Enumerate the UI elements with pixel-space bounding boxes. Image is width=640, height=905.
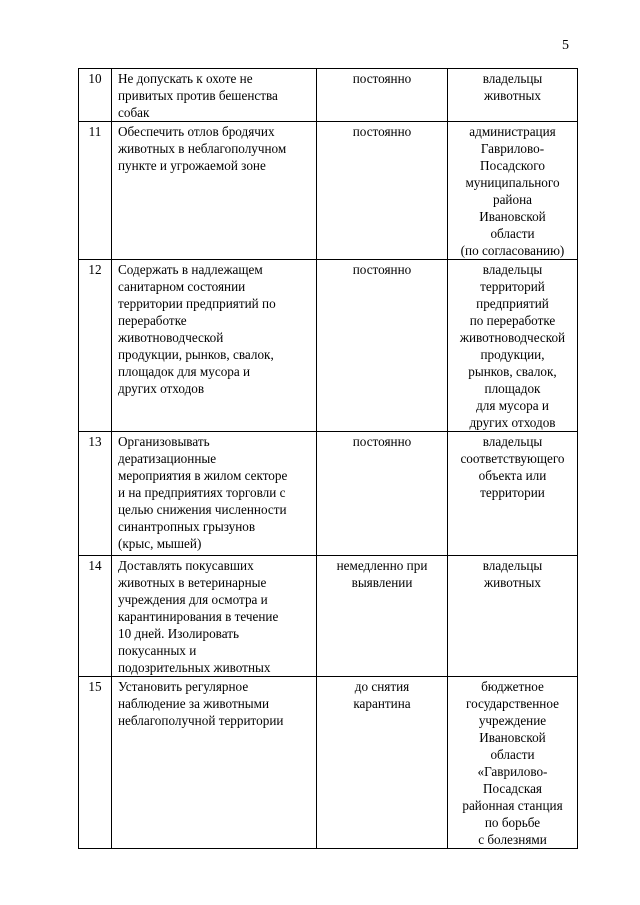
action-cell-line: Не допускать к охоте не xyxy=(118,71,253,86)
action-cell-line: синантропных грызунов xyxy=(118,519,256,534)
term-cell-line: постоянно xyxy=(352,262,412,277)
responsible-cell-line: по переработке xyxy=(469,313,556,328)
responsible-cell-line: районная станция xyxy=(462,798,563,813)
responsible-cell-line: продукции, xyxy=(480,347,545,362)
responsible-cell xyxy=(448,122,578,260)
action-cell-line: привитых против бешенства xyxy=(118,88,278,103)
term-cell-line: до снятия xyxy=(354,679,410,694)
action-cell-line: животных в ветеринарные xyxy=(118,575,267,590)
action-cell-line: животноводческой xyxy=(118,330,224,345)
responsible-cell-line: владельцы xyxy=(482,434,543,449)
term-cell-line: постоянно xyxy=(352,434,412,449)
action-cell-line: пункте и угрожаемой зоне xyxy=(118,158,266,173)
responsible-cell-line: владельцы xyxy=(482,71,543,86)
action-cell-line: карантинирования в течение xyxy=(118,609,279,624)
responsible-cell xyxy=(448,432,578,556)
term-cell xyxy=(317,69,448,122)
responsible-cell-line: администрация xyxy=(469,124,556,139)
responsible-cell-line: Гаврилово- xyxy=(480,141,545,156)
action-cell-line: продукции, рынков, свалок, xyxy=(118,347,274,362)
action-cell-line: Содержать в надлежащем xyxy=(118,262,263,277)
action-cell-line: мероприятия в жилом секторе xyxy=(118,468,288,483)
row-number-cell: 11 xyxy=(79,122,112,260)
row-number-cell: 13 xyxy=(79,432,112,556)
term-cell-line: немедленно при xyxy=(336,558,428,573)
responsible-cell xyxy=(448,260,578,432)
table-row xyxy=(79,69,578,122)
action-cell-line: Установить регулярное xyxy=(118,679,249,694)
action-cell-line: территории предприятий по xyxy=(118,296,276,311)
responsible-cell-line: объекта или xyxy=(478,468,547,483)
responsible-cell-line: территории xyxy=(480,485,545,500)
responsible-cell xyxy=(448,69,578,122)
action-cell-line: (крыс, мышей) xyxy=(118,536,202,551)
responsible-cell-line: животных xyxy=(484,575,541,590)
action-cell-line: наблюдение за животными xyxy=(118,696,270,711)
term-cell-line: постоянно xyxy=(352,71,412,86)
responsible-cell-line: других отходов xyxy=(469,415,556,430)
action-cell-line: покусанных и xyxy=(118,643,197,658)
term-cell xyxy=(317,260,448,432)
action-cell-line: собак xyxy=(118,105,150,120)
responsible-cell-line: Ивановской xyxy=(479,209,546,224)
action-cell xyxy=(112,677,317,849)
responsible-cell-line: бюджетное xyxy=(481,679,544,694)
responsible-cell xyxy=(448,556,578,677)
action-cell-line: других отходов xyxy=(118,381,205,396)
responsible-cell-line: предприятий xyxy=(476,296,549,311)
responsible-cell xyxy=(448,677,578,849)
responsible-cell-line: области xyxy=(490,747,535,762)
action-cell-line: Доставлять покусавших xyxy=(118,558,254,573)
action-cell xyxy=(112,260,317,432)
responsible-cell-line: учреждение xyxy=(478,713,547,728)
page-number: 5 xyxy=(562,38,569,53)
action-cell-line: 10 дней. Изолировать xyxy=(118,626,239,641)
action-cell-line: учреждения для осмотра и xyxy=(118,592,268,607)
row-number-cell: 15 xyxy=(79,677,112,849)
measures-table xyxy=(78,68,578,849)
action-cell xyxy=(112,556,317,677)
responsible-cell-line: Посадского xyxy=(480,158,545,173)
action-cell-line: переработке xyxy=(118,313,187,328)
responsible-cell-line: животноводческой xyxy=(459,330,566,345)
action-cell-line: дератизационные xyxy=(118,451,217,466)
term-cell xyxy=(317,677,448,849)
table-row xyxy=(79,677,578,849)
row-number-cell: 14 xyxy=(79,556,112,677)
responsible-cell-line: района xyxy=(492,192,532,207)
action-cell-line: санитарном состоянии xyxy=(118,279,246,294)
action-cell-line: и на предприятиях торговли с xyxy=(118,485,286,500)
responsible-cell-line: рынков, свалок, xyxy=(468,364,557,379)
term-cell-line: постоянно xyxy=(352,124,412,139)
term-cell xyxy=(317,556,448,677)
action-cell-line: Обеспечить отлов бродячих xyxy=(118,124,275,139)
row-number-cell: 10 xyxy=(79,69,112,122)
responsible-cell-line: (по согласованию) xyxy=(460,243,565,258)
action-cell xyxy=(112,69,317,122)
term-cell xyxy=(317,432,448,556)
responsible-cell-line: для мусора и xyxy=(476,398,549,413)
term-cell xyxy=(317,122,448,260)
table-row xyxy=(79,556,578,677)
action-cell xyxy=(112,122,317,260)
responsible-cell-line: «Гаврилово- xyxy=(477,764,548,779)
row-number-cell: 12 xyxy=(79,260,112,432)
action-cell-line: целью снижения численности xyxy=(118,502,287,517)
action-cell-line: Организовывать xyxy=(118,434,210,449)
action-cell-line: подозрительных животных xyxy=(118,660,271,675)
action-cell-line: животных в неблагополучном xyxy=(118,141,287,156)
responsible-cell-line: с болезнями xyxy=(478,832,547,847)
responsible-cell-line: площадок xyxy=(484,381,541,396)
action-cell xyxy=(112,432,317,556)
responsible-cell-line: территорий xyxy=(480,279,545,294)
term-cell-line: выявлении xyxy=(351,575,413,590)
table-row xyxy=(79,260,578,432)
responsible-cell-line: по борьбе xyxy=(484,815,541,830)
table-row xyxy=(79,122,578,260)
responsible-cell-line: Ивановской xyxy=(479,730,546,745)
term-cell-line: карантина xyxy=(353,696,411,711)
responsible-cell-line: Посадская xyxy=(482,781,542,796)
responsible-cell-line: государственное xyxy=(466,696,559,711)
responsible-cell-line: владельцы xyxy=(482,262,543,277)
responsible-cell-line: области xyxy=(490,226,535,241)
table-row xyxy=(79,432,578,556)
responsible-cell-line: муниципального xyxy=(465,175,560,190)
responsible-cell-line: соответствующего xyxy=(460,451,565,466)
responsible-cell-line: животных xyxy=(484,88,541,103)
responsible-cell-line: владельцы xyxy=(482,558,543,573)
action-cell-line: неблагополучной территории xyxy=(118,713,284,728)
action-cell-line: площадок для мусора и xyxy=(118,364,251,379)
